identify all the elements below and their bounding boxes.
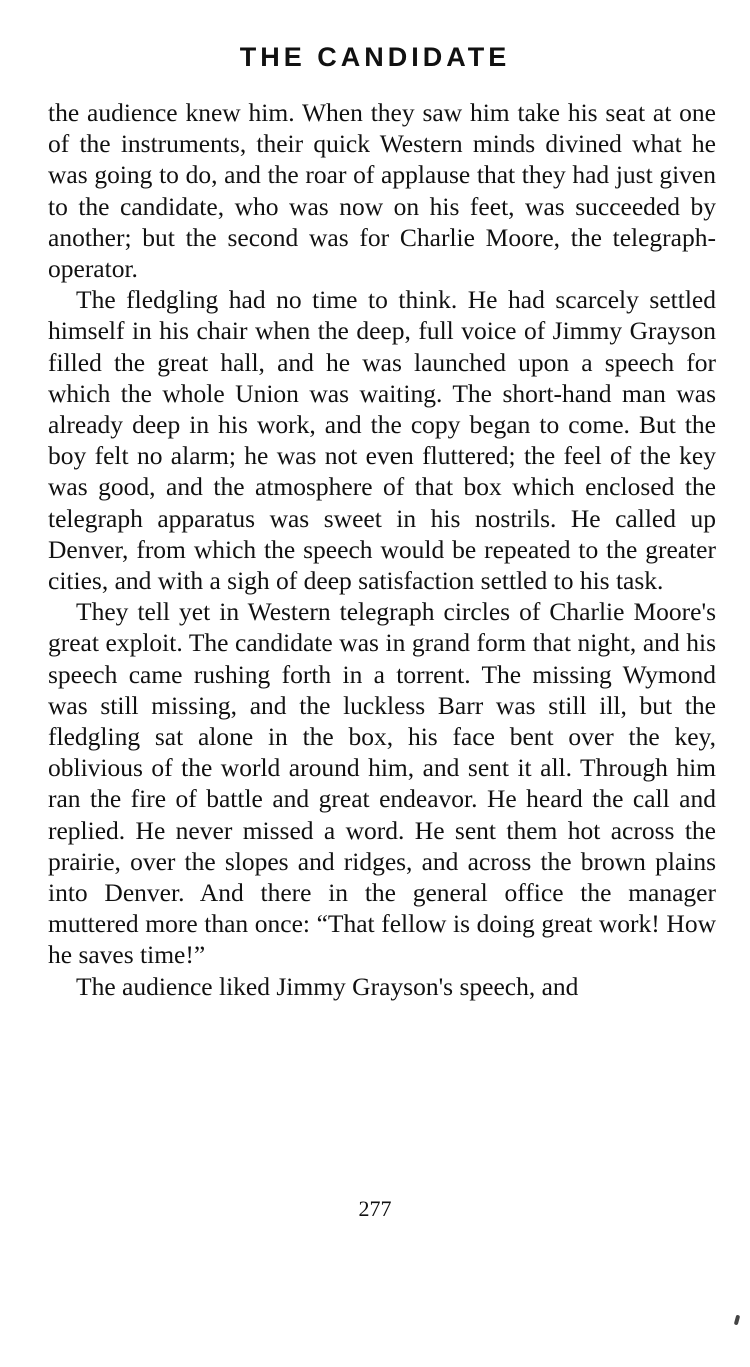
paragraph: They tell yet in Western telegraph circles of Charlie Moore's great exploit. The candidate was in grand form that night, and his speech came rushing forth in a torrent. The missing Wymond was still missing, and the luckless Barr was still ill, but the fledgling sat alone in the box, his face bent over the key, oblivious of the world around him, and sent it all. Through him ran the fire of battle and great endeavor. He heard the call and replied. He never missed a word. He sent them hot across the prairie, over the slopes and ridges, and across the brown plains into Denver. And there in the general office the manager muttered more than once: “That fellow is doing great work! How he saves time!”	[48, 597, 716, 970]
scan-speck	[578, 2, 584, 8]
running-head: THE CANDIDATE	[239, 42, 511, 72]
paragraph: The audience liked Jimmy Grayson's speech, and	[76, 971, 579, 1001]
paragraph: The fledgling had no time to think. He had scarcely settled himself in his chair when the deep, full voice of Jimmy Grayson filled the great hall, and he was launched upon a speech for which the whole Union was waiting. The short-hand man was already deep in his work, and the copy began to come. But the boy felt no alarm; he was not even fluttered; the feel of the key was good, and the atmosphere of that box which enclosed the telegraph apparatus was sweet in his nostrils. He called up Denver, from which the speech would be repeated to the greater cities, and with a sigh of deep satisfaction settled to his task.	[48, 285, 716, 596]
scan-mark	[734, 1315, 740, 1326]
page-number: 277	[358, 1196, 392, 1221]
body-text	[48, 97, 716, 1002]
paragraph-continued: the audience knew him. When they saw him take his seat at one of the instruments, their quick Western minds divined what he was going to do, and the roar of applause that they had just given to the candidate, who was now on his feet, was succeeded by another; but the second was for Charlie Moore, the telegraph-operator.	[48, 98, 716, 284]
